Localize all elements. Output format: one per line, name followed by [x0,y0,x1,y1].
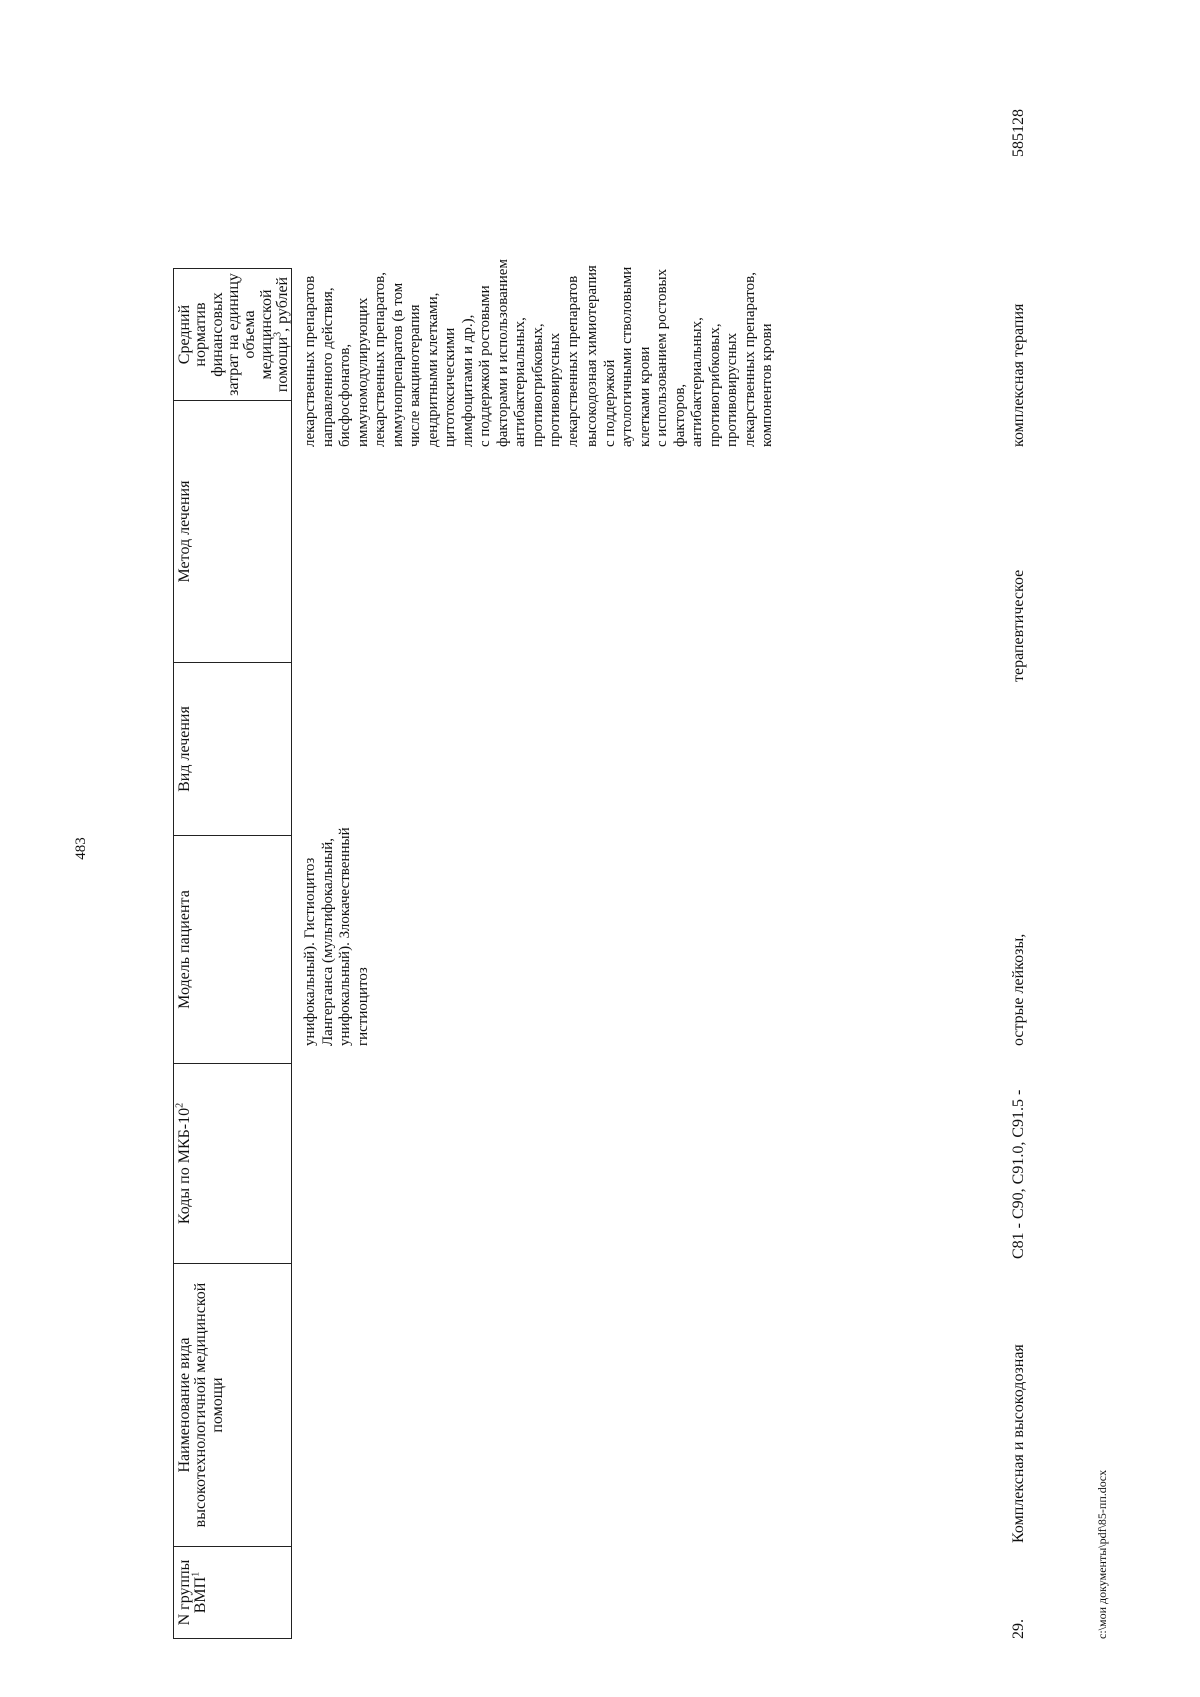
row-29-name: Комплексная и высокодозная [1010,1344,1027,1543]
row-29-codes: C81 - C90, C91.0, C91.5 - [1010,1089,1027,1259]
header-treatment-method: Метод лечения [174,401,292,663]
header-treatment-type: Вид лечения [174,663,292,836]
continuation-patient-model: унифокальный). Гистиоцитоз Лангерганса (мультифокальный, унифокальный). Злокачественный гистиоцитоз [302,827,371,1046]
continuation-method-2: высокодозная химиотерапия с поддержкой аутологичными стволовыми клетками крови с использованием ростовых факторов, антибактериальных, противогрибковых, противовирусных лекарственных препаратов, компонентов крови [584,265,775,447]
row-29-cost: 585128 [1010,109,1027,157]
continuation-method-1: лекарственных препаратов направленного действия, бисфосфонатов, иммуномодулирующих лекарственных препаратов, иммунопрепаратов (в том числе вакцинотерапия дендритными клетками, цитотоксическими лимфоцитами и др.), с поддержкой ростовыми факторами и использованием антибактериальных, противогрибковых, противовирусных лекарственных препаратов [302,259,581,447]
page-number: 483 [73,837,89,860]
header-avg-cost: Средний норматив финансовых затрат на единицу объема медицинской помощи$^3$, рублей [174,269,292,401]
row-29-treatment-type: терапевтическое [1010,569,1027,682]
header-care-type-name: Наименование вида высокотехнологичной медицинской помощи [174,1264,292,1547]
header-group-number: N группы ВМП$^1$ [174,1547,292,1639]
header-patient-model: Модель пациента [174,836,292,1064]
row-29-method: комплексная терапия [1010,303,1027,447]
footer-file-path: c:\мои документы\pdf\85-пп.docx [1095,1469,1109,1639]
row-29-number: 29. [1010,1619,1027,1639]
table-header [173,268,292,1639]
row-29-patient-model: острые лейкозы, [1010,933,1027,1046]
header-icd-codes: Коды по МКБ-$10^2$ [174,1064,292,1264]
